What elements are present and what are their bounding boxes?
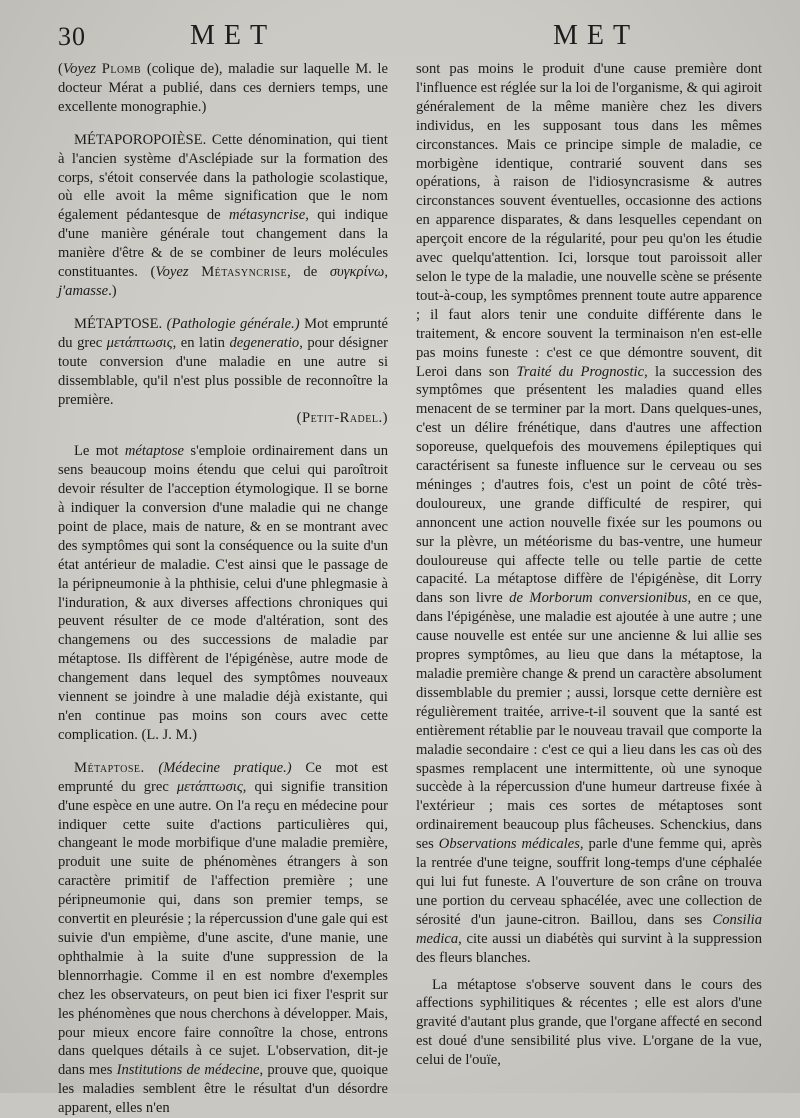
running-head-left: MET xyxy=(190,20,277,51)
entry-metaptose-pratique: Métaptose. (Médecine pratique.) Ce mot est emprunté du grec μετάπτωσις, qui signifie transition d'une espèce en une autre. On l'a reçu en médecine pour indiquer cette suite d'actions particulières qui, changeant le mode morbifique d'une maladie première, produit une suite de phénomènes étrangers à son caractère primitif de l'affection première ; une péripneumonie qui, dans son premier temps, se convertit en pleurésie ; la répercussion d'une gale qui est suivie d'un empième, d'une ascite, d'une manie, une ophthalmie à la suite d'une suppression de la blennorrhagie. Comme il en est nombre d'exemples chez les observateurs, on peut bien ici fixer l'esprit sur les phénomènes que nous cherchons à développer. Mais, pour mieux encore faire connoître la chose, entrons dans quelques détails à ce sujet. L'observation, dit-je dans mes Institutions de médecine, prouve que, quoique les maladies semblent être le résultat d'un désordre apparent, elles n'en xyxy=(58,759,388,1117)
left-column xyxy=(58,60,388,1118)
paragraph-metaptose-usage: Le mot métaptose s'emploie ordinairement dans un sens beaucoup moins étendu que celui qui paroîtroit devoir résulter de l'acception étymologique. Il se borne à indiquer la conversion d'une maladie qui ne change point de place, mais de nature, & en se montrant avec des symptômes qui sont la conséquence ou la suite d'un état antérieur de maladie. C'est ainsi que le passage de la péripneumonie à la phthisie, celui d'une phlegmasie à l'induration, & aux diverses affections chroniques qui peuvent résulter de ce mode d'altération, sont des changemens ou des successions de maladie par métaptose. Ils diffèrent de l'épigénèse, autre mode de changement dans lequel des symptômes nouveaux viennent se joindre à une maladie déjà existante, qui n'en continue pas moins son cours avec cette complication. (L. J. M.) xyxy=(58,443,389,743)
paragraph-syphilitic: La métaptose s'observe souvent dans le cours des affections syphilitiques & récentes ; elle est alors d'une gravité d'autant plus grande, que l'organe affecté en second est doué d'une sensibilité plus vive. L'organe de la vue, celui de l'ouïe, xyxy=(416,976,762,1069)
entry-headword: Métaptose. xyxy=(74,759,145,776)
paragraph-plomb: (Voyez Plomb (colique de), maladie sur laquelle M. le docteur Mérat a publié, dans ces derniers temps, une excellente monographie.) xyxy=(58,61,388,115)
running-head-right: MET xyxy=(553,20,640,51)
right-column xyxy=(416,60,762,1070)
page-number: 30 xyxy=(58,22,86,51)
entry-metaporopoiese: MÉTAPOROPOIÈSE. Cette dénomination, qui tient à l'ancien système d'Asclépiade sur la formation des corps, s'étoit conservée dans la pathologie scolastique, où elle avoit la même signification que le nom également pédantesque de métasyncrise, qui indique d'une manière générale tout changement dans la manière d'être & de se combiner de leurs molécules constituantes. (Voyez Métasyncrise, de συγκρίνω, j'amasse.) xyxy=(58,131,388,299)
entry-headword: MÉTAPTOSE. xyxy=(74,315,163,332)
paragraph-continuation: sont pas moins le produit d'une cause première dont l'influence est réglée sur la loi de l'organisme, & qui agiroit généralement de la même manière chez les divers individus, en les supposant tous dans les mêmes circonstances. Mais ce principe simple de maladie, ce morbigène identique, contrarié souvent dans ses opérations, à raison de l'idiosyncrasisme & autres circonstances souvent éventuelles, occasionne des actions en apparence disparates, & dans lesquelles cependant on aperçoit encore de la régularité, pour peu qu'on les étudie avec quelqu'attention. Ici, lorsque tout paroissoit aller selon le type de la maladie, une nouvelle scène se présente tout-à-coup, les symptômes prennent toute autre apparence ; il faut alors tenir une conduite différente dans le traitement, & encore souvent la terminaison n'en est-elle pas moins funeste : c'est ce que démontre souvent, dit Leroi dans son Traité du Prognostic, la succession des symptômes que présentent les maladies quand elles menacent de se terminer par la mort. Dans quelques-unes, c'est un délire frénétique, dans d'autres une affection soporeuse, quelquefois des mouvemens épileptiques qui caractérisent sa funeste influence sur le cerveau ou ses méninges ; d'autres fois, c'est un point de côté très-douloureux, une grande difficulté de respirer, qui annoncent une action nouvelle fixée sur les poumons ou sur la plèvre, un météorisme du bas-ventre, une humeur douloureuse qui affecte telle ou telle partie de cette capacité. La métaptose diffère de l'épigénèse, dit Lorry dans son livre de Morborum conversionibus, en ce que, dans l'épigénèse, une maladie est ajoutée à une autre ; une cause nouvelle est entée sur une ancienne & lui allie ses propres symptômes, au lieu que dans la métaptose, la maladie première change & prend un caractère absolument dissemblable du premier ; aussi, lorsque cette dernière est régulièrement traitée, arrive-t-il souvent que la santé est entièrement rétablie par le nouveau travail que comporte la maladie secondaire : c'est ce qui a lieu dans les cas où des spasmes remplacent une intermittente, où une synoque succède à la répercussion d'une humeur dartreuse fixée à l'extérieur ; mais ces sortes de métaptoses sont ordinairement beaucoup plus fâcheuses. Schenckius, dans ses Observations médicales, parle d'une femme qui, après la rentrée d'une teigne, souffrit long-temps d'une céphalée qui lui fut funeste. A l'ouverture de son crâne on trouva une portion du cerveau sphacélée, avec une collection de sérosité d'un jaune-citron. Baillou, dans ses Consilia medica, cite aussi un diabétès qui survint à la suppression des fleurs blanches. xyxy=(416,61,762,966)
author-signature: (Petit-Radel.) xyxy=(296,410,388,427)
entry-headword: MÉTAPOROPOIÈSE. xyxy=(74,131,207,148)
entry-metaptose-generale: MÉTAPTOSE. (Pathologie générale.) Mot emprunté du grec μετάπτωσις, en latin degeneratio, pour désigner toute conversion d'une maladie en une autre si dissemblable, qu'il n'est plus possible de reconnoître la première. xyxy=(58,315,389,408)
